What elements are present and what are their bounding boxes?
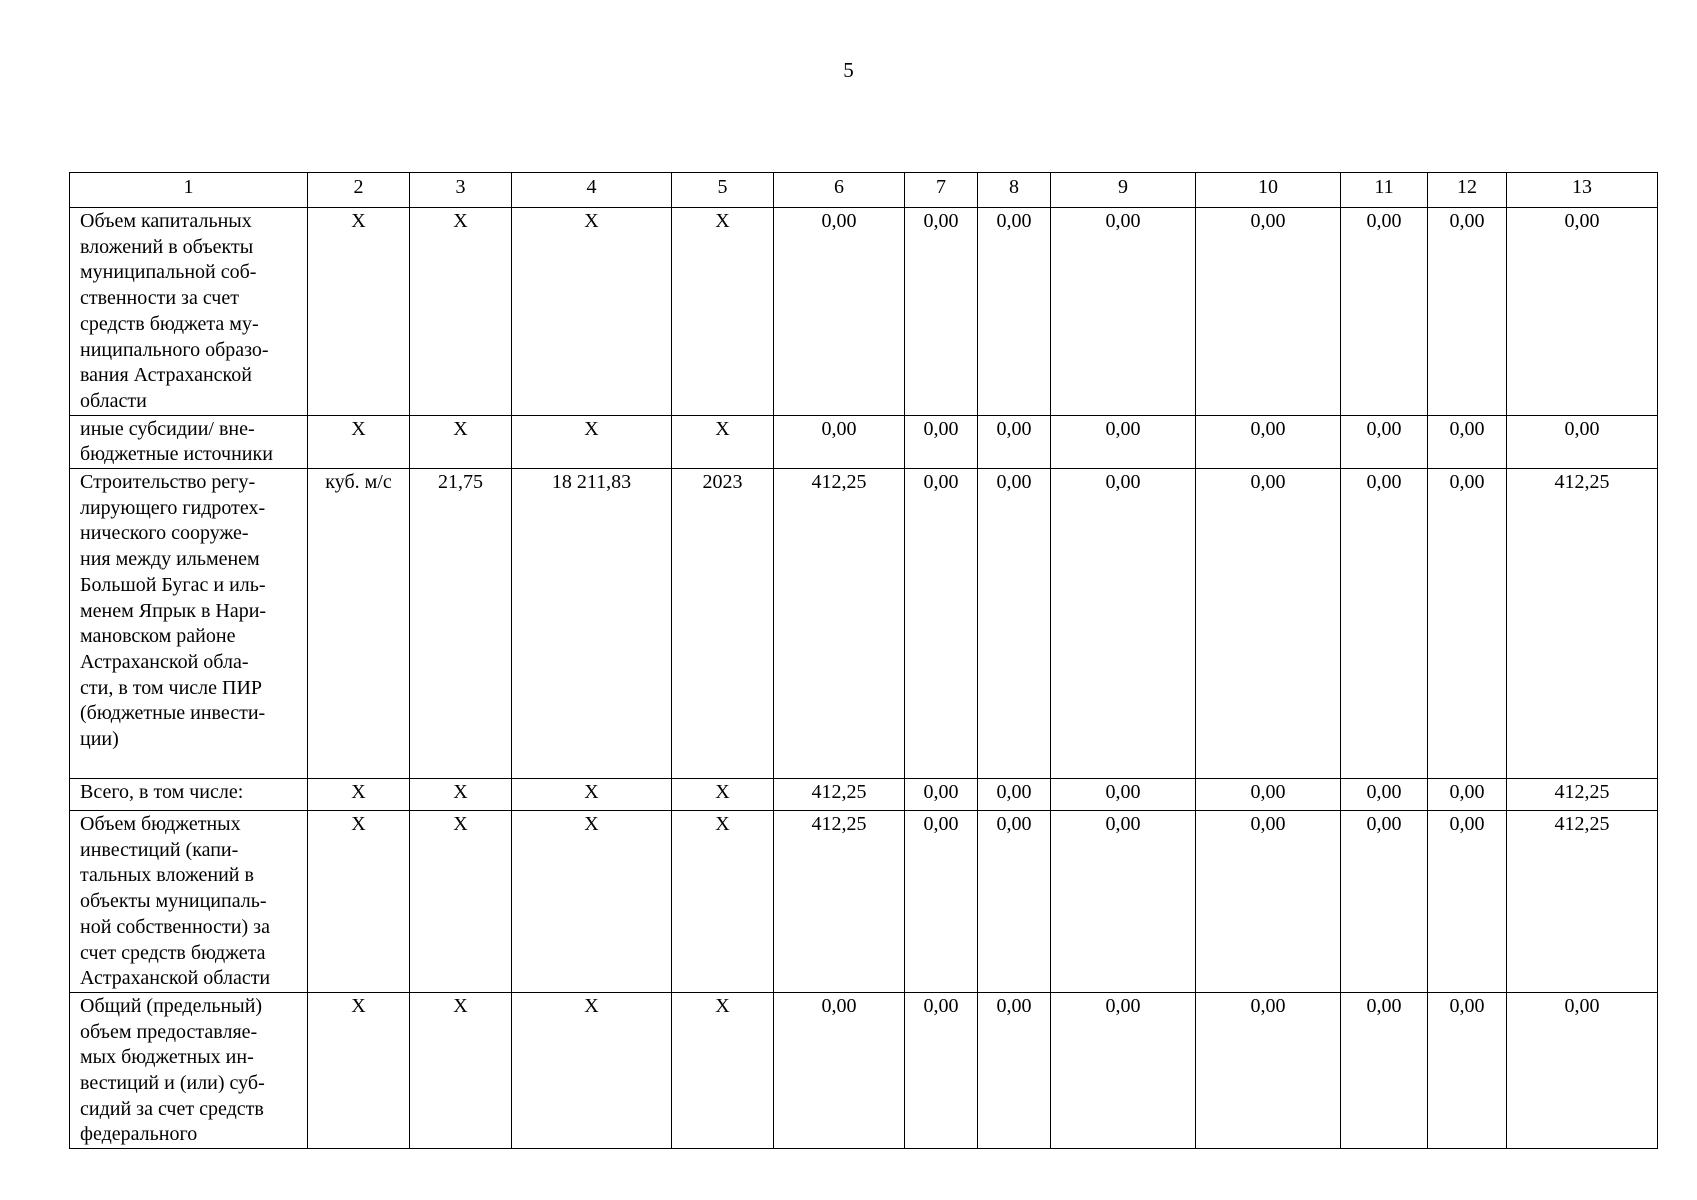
row-name-line: сти, в том числе ПИР [80, 676, 263, 699]
row-name-line: объекты муниципаль- [80, 890, 267, 913]
table-cell: 0,00 [978, 469, 1051, 779]
table-cell: 0,00 [1428, 415, 1507, 468]
table-cell: 0,00 [1051, 811, 1196, 993]
table-cell: 412,25 [1507, 469, 1658, 779]
table-cell: X [410, 208, 512, 416]
row-name-line: ной собственности) за [80, 915, 270, 938]
table-cell: 0,00 [1341, 415, 1428, 468]
row-name-cell [70, 469, 308, 779]
table-cell: 0,00 [1196, 992, 1341, 1148]
table-row [70, 992, 1658, 1148]
table-cell: 412,25 [774, 779, 905, 811]
table-cell: 0,00 [978, 208, 1051, 416]
table-cell: 0,00 [1051, 992, 1196, 1148]
row-name-line: лирующего гидротех- [80, 496, 266, 519]
column-header: 8 [978, 173, 1051, 208]
table-cell: X [512, 208, 672, 416]
table-cell: 0,00 [1196, 811, 1341, 993]
row-name-line: иные субсидии/ вне- [80, 417, 255, 440]
table-cell: X [308, 208, 410, 416]
table-cell: 0,00 [1051, 415, 1196, 468]
column-header: 1 [70, 173, 308, 208]
table-cell: 0,00 [1428, 992, 1507, 1148]
table-cell: X [410, 992, 512, 1148]
row-name-line: мых бюджетных ин- [80, 1046, 254, 1069]
table-cell: X [672, 208, 774, 416]
row-name-line: ния между ильменем [80, 548, 260, 571]
table-cell: 0,00 [774, 208, 905, 416]
table-cell: 0,00 [978, 811, 1051, 993]
row-name-line: бюджетные источники [80, 443, 273, 466]
table-cell: X [308, 779, 410, 811]
row-name-line: сидий за счет средств [80, 1097, 264, 1120]
table-cell: 0,00 [1341, 469, 1428, 779]
table-cell: 0,00 [905, 208, 978, 416]
row-name-line: Астраханской области [80, 967, 271, 990]
row-name-cell [70, 811, 308, 993]
row-name-line: Всего, в том числе: [80, 781, 244, 804]
table-cell: X [512, 811, 672, 993]
table-cell: 0,00 [1507, 992, 1658, 1148]
table-cell: 412,25 [1507, 811, 1658, 993]
column-header: 10 [1196, 173, 1341, 208]
row-name-line: вания Астраханской [80, 364, 252, 387]
table-cell: 0,00 [1051, 208, 1196, 416]
column-header: 7 [905, 173, 978, 208]
table-cell: X [512, 992, 672, 1148]
row-name-line: вестиций и (или) суб- [80, 1072, 265, 1095]
column-header: 3 [410, 173, 512, 208]
table-cell: 0,00 [1428, 779, 1507, 811]
row-name-line: Астраханской обла- [80, 650, 249, 673]
row-name-line: менем Япрык в Нари- [80, 599, 267, 622]
table-cell: 0,00 [1051, 779, 1196, 811]
row-name-line: нического сооруже- [80, 522, 249, 545]
table-cell: 0,00 [905, 779, 978, 811]
table-cell: 0,00 [978, 415, 1051, 468]
page-number: 5 [843, 58, 854, 82]
row-name-line: Общий (предельный) [80, 994, 263, 1017]
table-cell: X [410, 415, 512, 468]
table-cell: 18 211,83 [512, 469, 672, 779]
table-cell: 0,00 [774, 415, 905, 468]
table-header-row [70, 173, 1658, 208]
table-cell: 0,00 [1196, 469, 1341, 779]
row-name-line: федерального [80, 1123, 198, 1146]
table-cell: X [410, 811, 512, 993]
table-cell: 0,00 [1196, 779, 1341, 811]
table-cell: 412,25 [774, 811, 905, 993]
table-cell: 0,00 [1507, 208, 1658, 416]
data-table [69, 172, 1658, 1149]
row-name-line: Объем капитальных [80, 210, 252, 232]
row-name-line: средств бюджета му- [80, 312, 259, 335]
table-cell: X [672, 779, 774, 811]
table-cell: X [512, 779, 672, 811]
row-name-cell [70, 779, 308, 811]
table-cell: X [308, 992, 410, 1148]
column-header: 11 [1341, 173, 1428, 208]
column-header: 6 [774, 173, 905, 208]
column-header: 2 [308, 173, 410, 208]
column-header: 12 [1428, 173, 1507, 208]
table-cell: X [308, 415, 410, 468]
table-cell: 0,00 [978, 992, 1051, 1148]
table-cell: 0,00 [1341, 779, 1428, 811]
table-cell: 0,00 [905, 992, 978, 1148]
row-name-line: счет средств бюджета [80, 941, 266, 964]
row-name-line: ственности за счет [80, 287, 239, 310]
table-cell: 0,00 [1196, 415, 1341, 468]
row-name-line: Строительство регу- [80, 471, 256, 494]
table-cell: 0,00 [1507, 415, 1658, 468]
row-name-line: ции) [80, 728, 119, 751]
row-name-line: муниципальной соб- [80, 261, 257, 284]
table-cell: X [308, 811, 410, 993]
table-cell: 0,00 [1341, 208, 1428, 416]
column-header: 4 [512, 173, 672, 208]
table-cell: 0,00 [1428, 811, 1507, 993]
table-cell: 0,00 [774, 992, 905, 1148]
table-cell: 0,00 [1196, 208, 1341, 416]
table-cell: 0,00 [1428, 208, 1507, 416]
table-cell: X [512, 415, 672, 468]
table-cell: 412,25 [1507, 779, 1658, 811]
table-cell: 0,00 [978, 779, 1051, 811]
table-cell: 21,75 [410, 469, 512, 779]
row-name-line: области [80, 389, 147, 412]
column-header: 9 [1051, 173, 1196, 208]
row-name-line: вложений в объекты [80, 235, 254, 258]
table-cell: куб. м/с [308, 469, 410, 779]
table-cell: 0,00 [1051, 469, 1196, 779]
table-row [70, 415, 1658, 468]
row-name-line: тальных вложений в [80, 864, 254, 887]
table-cell: X [672, 992, 774, 1148]
table-cell: 0,00 [905, 469, 978, 779]
table-row [70, 469, 1658, 779]
row-name-cell [70, 992, 308, 1148]
table-cell: X [672, 415, 774, 468]
row-name-line: ниципального образо- [80, 338, 269, 361]
table-cell: 0,00 [1428, 469, 1507, 779]
row-name-line: мановском районе [80, 625, 236, 648]
table-cell: 2023 [672, 469, 774, 779]
table-row [70, 779, 1658, 811]
row-name-line: (бюджетные инвести- [80, 702, 266, 725]
row-name-line: инвестиций (капи- [80, 838, 239, 861]
table-cell: 412,25 [774, 469, 905, 779]
row-name-line: Объем бюджетных [80, 813, 241, 836]
table-cell: 0,00 [905, 811, 978, 993]
table-row [70, 208, 1658, 416]
row-name-line: Большой Бугас и иль- [80, 573, 266, 596]
table-cell: X [410, 779, 512, 811]
row-name-line: объем предоставляе- [80, 1020, 258, 1043]
table-cell: X [672, 811, 774, 993]
table-cell: 0,00 [1341, 992, 1428, 1148]
column-header: 13 [1507, 173, 1658, 208]
table-cell: 0,00 [905, 415, 978, 468]
column-header: 5 [672, 173, 774, 208]
table-row [70, 811, 1658, 993]
row-name-cell [70, 208, 308, 416]
table-cell: 0,00 [1341, 811, 1428, 993]
row-name-cell [70, 415, 308, 468]
